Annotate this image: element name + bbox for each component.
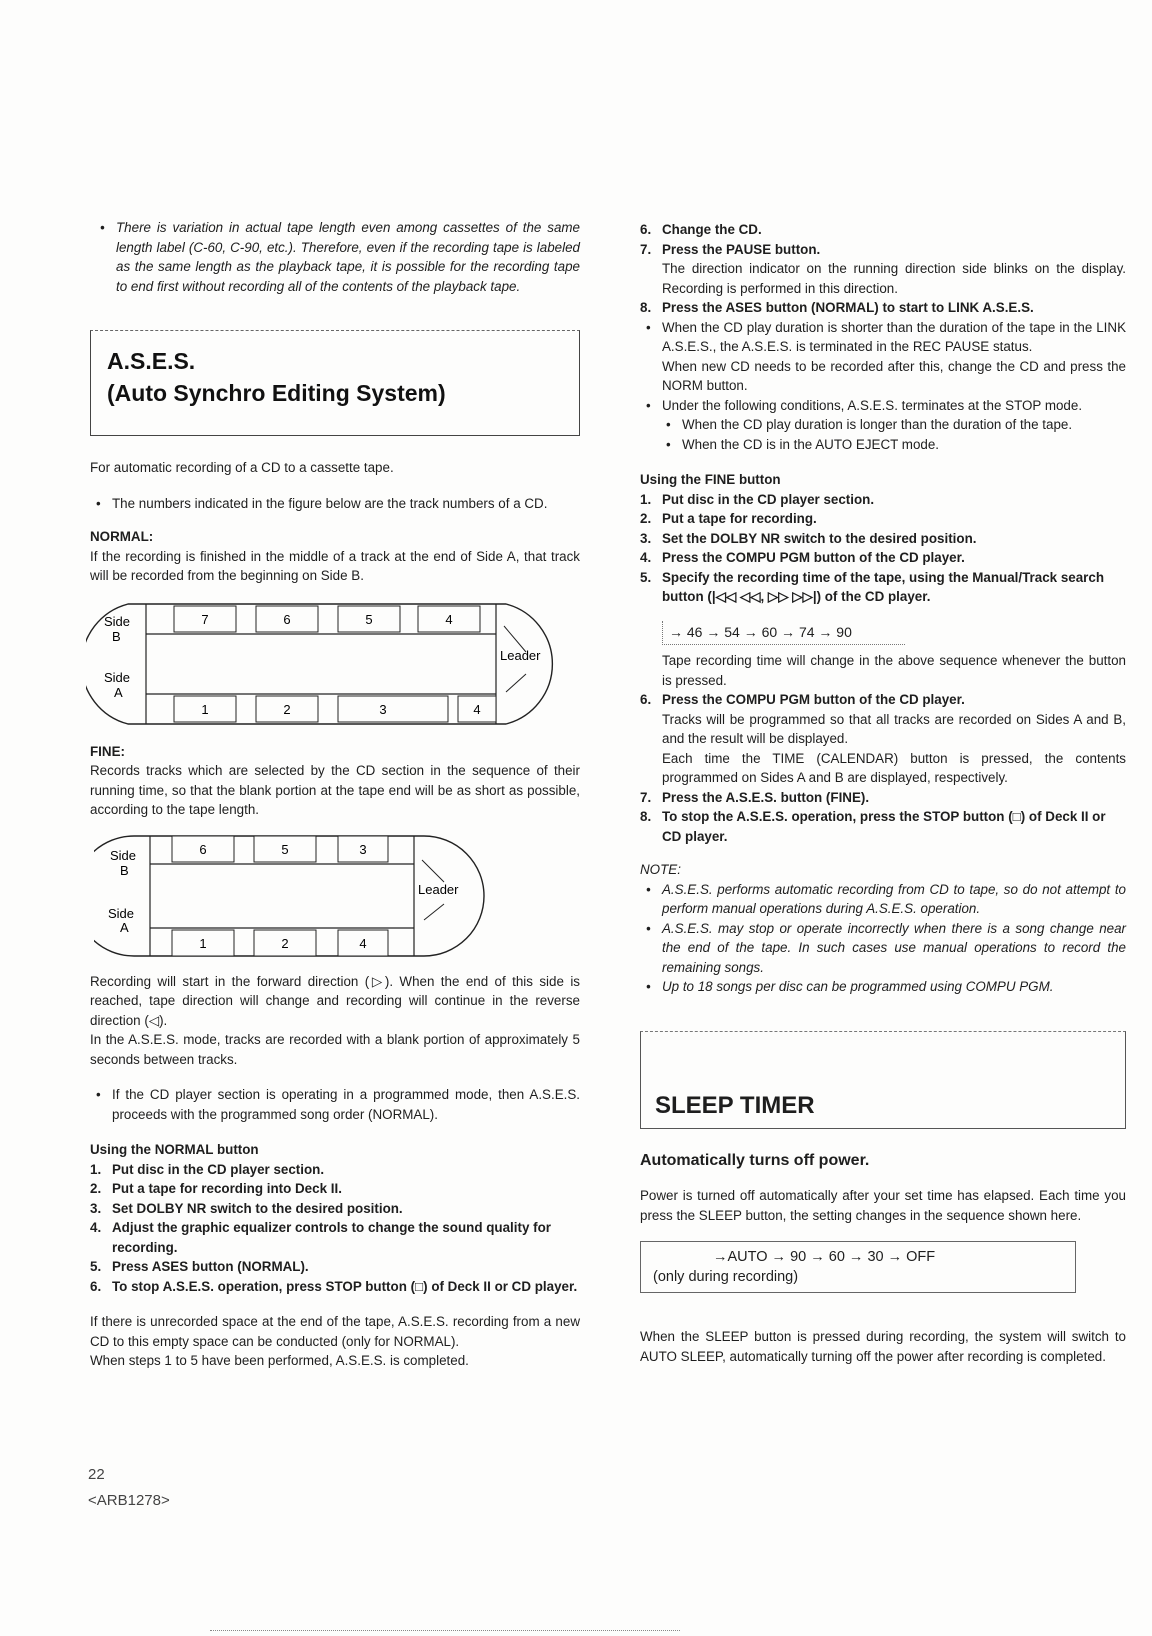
fig2-side-a-letter: A bbox=[120, 919, 129, 935]
fig1-track-b bbox=[174, 606, 480, 632]
fig2-track-a-2: 2 bbox=[281, 935, 289, 951]
blank-text: In the A.S.E.S. mode, tracks are recorded with a blank portion of approximately 5 seconds between tracks. bbox=[90, 1032, 580, 1067]
fig1-side-b-label: Side bbox=[104, 613, 131, 629]
fig2-track-b-2: 5 bbox=[281, 841, 289, 857]
fig1-track-b-3: 5 bbox=[365, 611, 373, 627]
bottom-rule bbox=[210, 1630, 680, 1631]
fine-steps-list bbox=[640, 490, 1126, 607]
fig2-side-b-letter: B bbox=[120, 862, 129, 878]
fig1-track-a-1: 1 bbox=[201, 701, 209, 717]
completed-text: When steps 1 to 5 have been performed, A.S.E.S. is completed. bbox=[90, 1353, 469, 1368]
normal-step-5: 5. Press ASES button (NORMAL). bbox=[90, 1259, 309, 1274]
ases-title-1: A.S.E.S. bbox=[107, 348, 196, 374]
fine-tape-diagram bbox=[94, 832, 494, 960]
fig2-side-b-label: Side bbox=[110, 847, 137, 863]
time-sequence-box bbox=[662, 621, 905, 646]
time-note: Tape recording time will change in the above sequence whenever the button is pressed. bbox=[662, 653, 1126, 688]
time-sequence: → 46 → 54 → 60 → 74 → 90 bbox=[669, 623, 852, 640]
fig2-track-a-1: 1 bbox=[199, 935, 207, 951]
sleep-timer-title-box bbox=[640, 1031, 1126, 1129]
link-sub-2: • When the CD is in the AUTO EJECT mode. bbox=[640, 435, 1126, 455]
fig1-track-a-4: 4 bbox=[473, 701, 481, 717]
note-heading: NOTE: bbox=[640, 862, 681, 877]
step-7: 7. Press the PAUSE button. bbox=[640, 241, 821, 257]
fig1-side-b-letter: B bbox=[112, 628, 121, 644]
ases-title-box bbox=[90, 330, 580, 436]
figure-note: • The numbers indicated in the figure below are the track numbers of a CD. bbox=[90, 494, 580, 514]
fine-step-6: 6. Press the COMPU PGM button of the CD player. bbox=[640, 692, 965, 707]
normal-text: If the recording is finished in the middle of a track at the end of Side A, that track will be recorded from the beginning on Side B. bbox=[90, 548, 580, 583]
fine-step-1: 1. Put disc in the CD player section. bbox=[640, 491, 875, 507]
page-footer bbox=[88, 1462, 170, 1514]
fine-button-heading: Using the FINE button bbox=[640, 472, 781, 487]
sleep-only-during: (only during recording) bbox=[653, 1269, 799, 1285]
fine-step-5: 5. Specify the recording time of the tape, using the Manual/Track search button (|◁◁ ◁◁, ▷▷ ▷▷|) of the CD player. bbox=[640, 569, 1105, 604]
step-8: 8. Press the ASES button (NORMAL) to start to LINK A.S.E.S. bbox=[640, 300, 1034, 315]
fig1-track-b-2: 6 bbox=[283, 611, 291, 627]
fine-step-3: 3. Set the DOLBY NR switch to the desired position. bbox=[640, 530, 977, 546]
fine-step-8: 8. To stop the A.S.E.S. operation, press the STOP button (□) of Deck II or CD player. bbox=[640, 809, 1106, 844]
link-sub-1: • When the CD play duration is longer than the duration of the tape. bbox=[640, 415, 1126, 435]
fine-text: Records tracks which are selected by the CD section in the sequence of their running time, so that the blank portion at the tape end will be as short as possible, according to the tape length. bbox=[90, 763, 580, 817]
program-note: • If the CD player section is operating in a programmed mode, then A.S.E.S. proceeds with the programmed song order (NORMAL). bbox=[90, 1085, 580, 1124]
fine-step-4: 4. Press the COMPU PGM button of the CD player. bbox=[640, 550, 965, 565]
sleep-text: Power is turned off automatically after your set time has elapsed. Each time you press the SLEEP button, the setting changes in the sequence shown here. bbox=[640, 1188, 1126, 1223]
normal-button-heading: Using the NORMAL button bbox=[90, 1142, 259, 1157]
normal-step-1: 1. Put disc in the CD player section. bbox=[90, 1161, 325, 1177]
right-column bbox=[640, 220, 1126, 1366]
step-6: 6. Change the CD. bbox=[640, 222, 762, 237]
link-bullet-1b: When new CD needs to be recorded after this, change the CD and press the NORM button. bbox=[662, 358, 1126, 393]
normal-step-4: 4. Adjust the graphic equalizer controls to change the sound quality for recording. bbox=[90, 1220, 551, 1255]
fig1-leader: Leader bbox=[500, 647, 541, 663]
normal-steps-list bbox=[90, 1160, 580, 1297]
ases-purpose: For automatic recording of a CD to a cassette tape. bbox=[90, 460, 394, 475]
sleep-subtitle: Automatically turns off power. bbox=[640, 1151, 870, 1169]
fig1-track-a bbox=[174, 696, 496, 722]
sleep-auto-text: When the SLEEP button is pressed during recording, the system will switch to AUTO SLEEP, automatically turning off the power after recording is completed. bbox=[640, 1329, 1126, 1364]
note-item-1: • A.S.E.S. performs automatic recording from CD to tape, so do not attempt to perform manual operations during A.S.E.S. operation. bbox=[640, 880, 1126, 919]
fig2-track-a-3: 4 bbox=[359, 935, 367, 951]
fig2-leader: Leader bbox=[418, 881, 459, 897]
direction-text: Recording will start in the forward direction (▷). When the end of this side is reached, tape direction will change and recording will continue in the reverse direction (◁). bbox=[90, 973, 580, 1028]
normal-step-3: 3. Set DOLBY NR switch to the desired position. bbox=[90, 1200, 403, 1216]
normal-tape-diagram bbox=[86, 598, 556, 730]
fig2-track-b-3: 3 bbox=[359, 841, 367, 857]
fine-step-6-detail-2: Each time the TIME (CALENDAR) button is pressed, the contents programmed on Sides A and B are displayed, respectively. bbox=[662, 750, 1126, 785]
fine-heading: FINE: bbox=[90, 743, 125, 759]
fig1-track-a-3: 3 bbox=[379, 701, 387, 717]
note-item-2: • A.S.E.S. may stop or operate incorrectly when there is a song change near the end of the tape. In such cases use manual operations to record the remaining songs. bbox=[640, 919, 1126, 978]
note-item-3: • Up to 18 songs per disc can be programmed using COMPU PGM. bbox=[640, 977, 1126, 997]
unrecorded-text: If there is unrecorded space at the end of the tape, A.S.E.S. recording from a new CD to this empty space can be conducted (only for NORMAL). bbox=[90, 1314, 580, 1349]
page-number: 22 bbox=[88, 1466, 105, 1483]
link-bullet-2: • Under the following conditions, A.S.E.S. terminates at the STOP mode. bbox=[640, 396, 1126, 416]
doc-code: <ARB1278> bbox=[88, 1492, 170, 1509]
fig2-track-b-1: 6 bbox=[199, 841, 207, 857]
normal-heading: NORMAL: bbox=[90, 529, 154, 544]
fig1-side-a-label: Side bbox=[104, 669, 131, 685]
sleep-sequence-box bbox=[640, 1241, 1076, 1293]
step-7-detail: The direction indicator on the running direction side blinks on the display. Recording is performed in this direction. bbox=[662, 261, 1126, 296]
fine-step-7: 7. Press the A.S.E.S. button (FINE). bbox=[640, 789, 870, 805]
left-column bbox=[90, 218, 580, 1371]
ases-title-2: (Auto Synchro Editing System) bbox=[107, 380, 446, 406]
normal-step-2: 2. Put a tape for recording into Deck II. bbox=[90, 1181, 342, 1196]
normal-step-6: 6. To stop A.S.E.S. operation, press STOP button (□) of Deck II or CD player. bbox=[90, 1278, 578, 1294]
notes-list bbox=[640, 880, 1126, 997]
link-bullet-1: • When the CD play duration is shorter than the duration of the tape in the LINK A.S.E.S., the A.S.E.S. is terminated in the REC PAUSE status. bbox=[640, 318, 1126, 357]
fig1-track-a-2: 2 bbox=[283, 701, 291, 717]
fig2-side-a-label: Side bbox=[108, 905, 135, 921]
fig1-track-b-1: 7 bbox=[201, 611, 209, 627]
fine-step-6-detail-1: Tracks will be programmed so that all tracks are recorded on Sides A and B, and the result will be displayed. bbox=[662, 711, 1126, 746]
sleep-sequence: →AUTO → 90 → 60 → 30 → OFF bbox=[713, 1249, 936, 1265]
sleep-timer-title: SLEEP TIMER bbox=[655, 1092, 815, 1119]
fig1-track-b-4: 4 bbox=[445, 611, 453, 627]
fig1-side-a-letter: A bbox=[114, 684, 123, 700]
intro-note: • There is variation in actual tape length even among cassettes of the same length label (C-60, C-90, etc.). Therefore, even if the recording tape is labeled as the same length as the playback tape, it is possible for the recording tape to end first without recording all of the contents of the playback tape. bbox=[94, 218, 580, 296]
fine-step-2: 2. Put a tape for recording. bbox=[640, 511, 817, 526]
